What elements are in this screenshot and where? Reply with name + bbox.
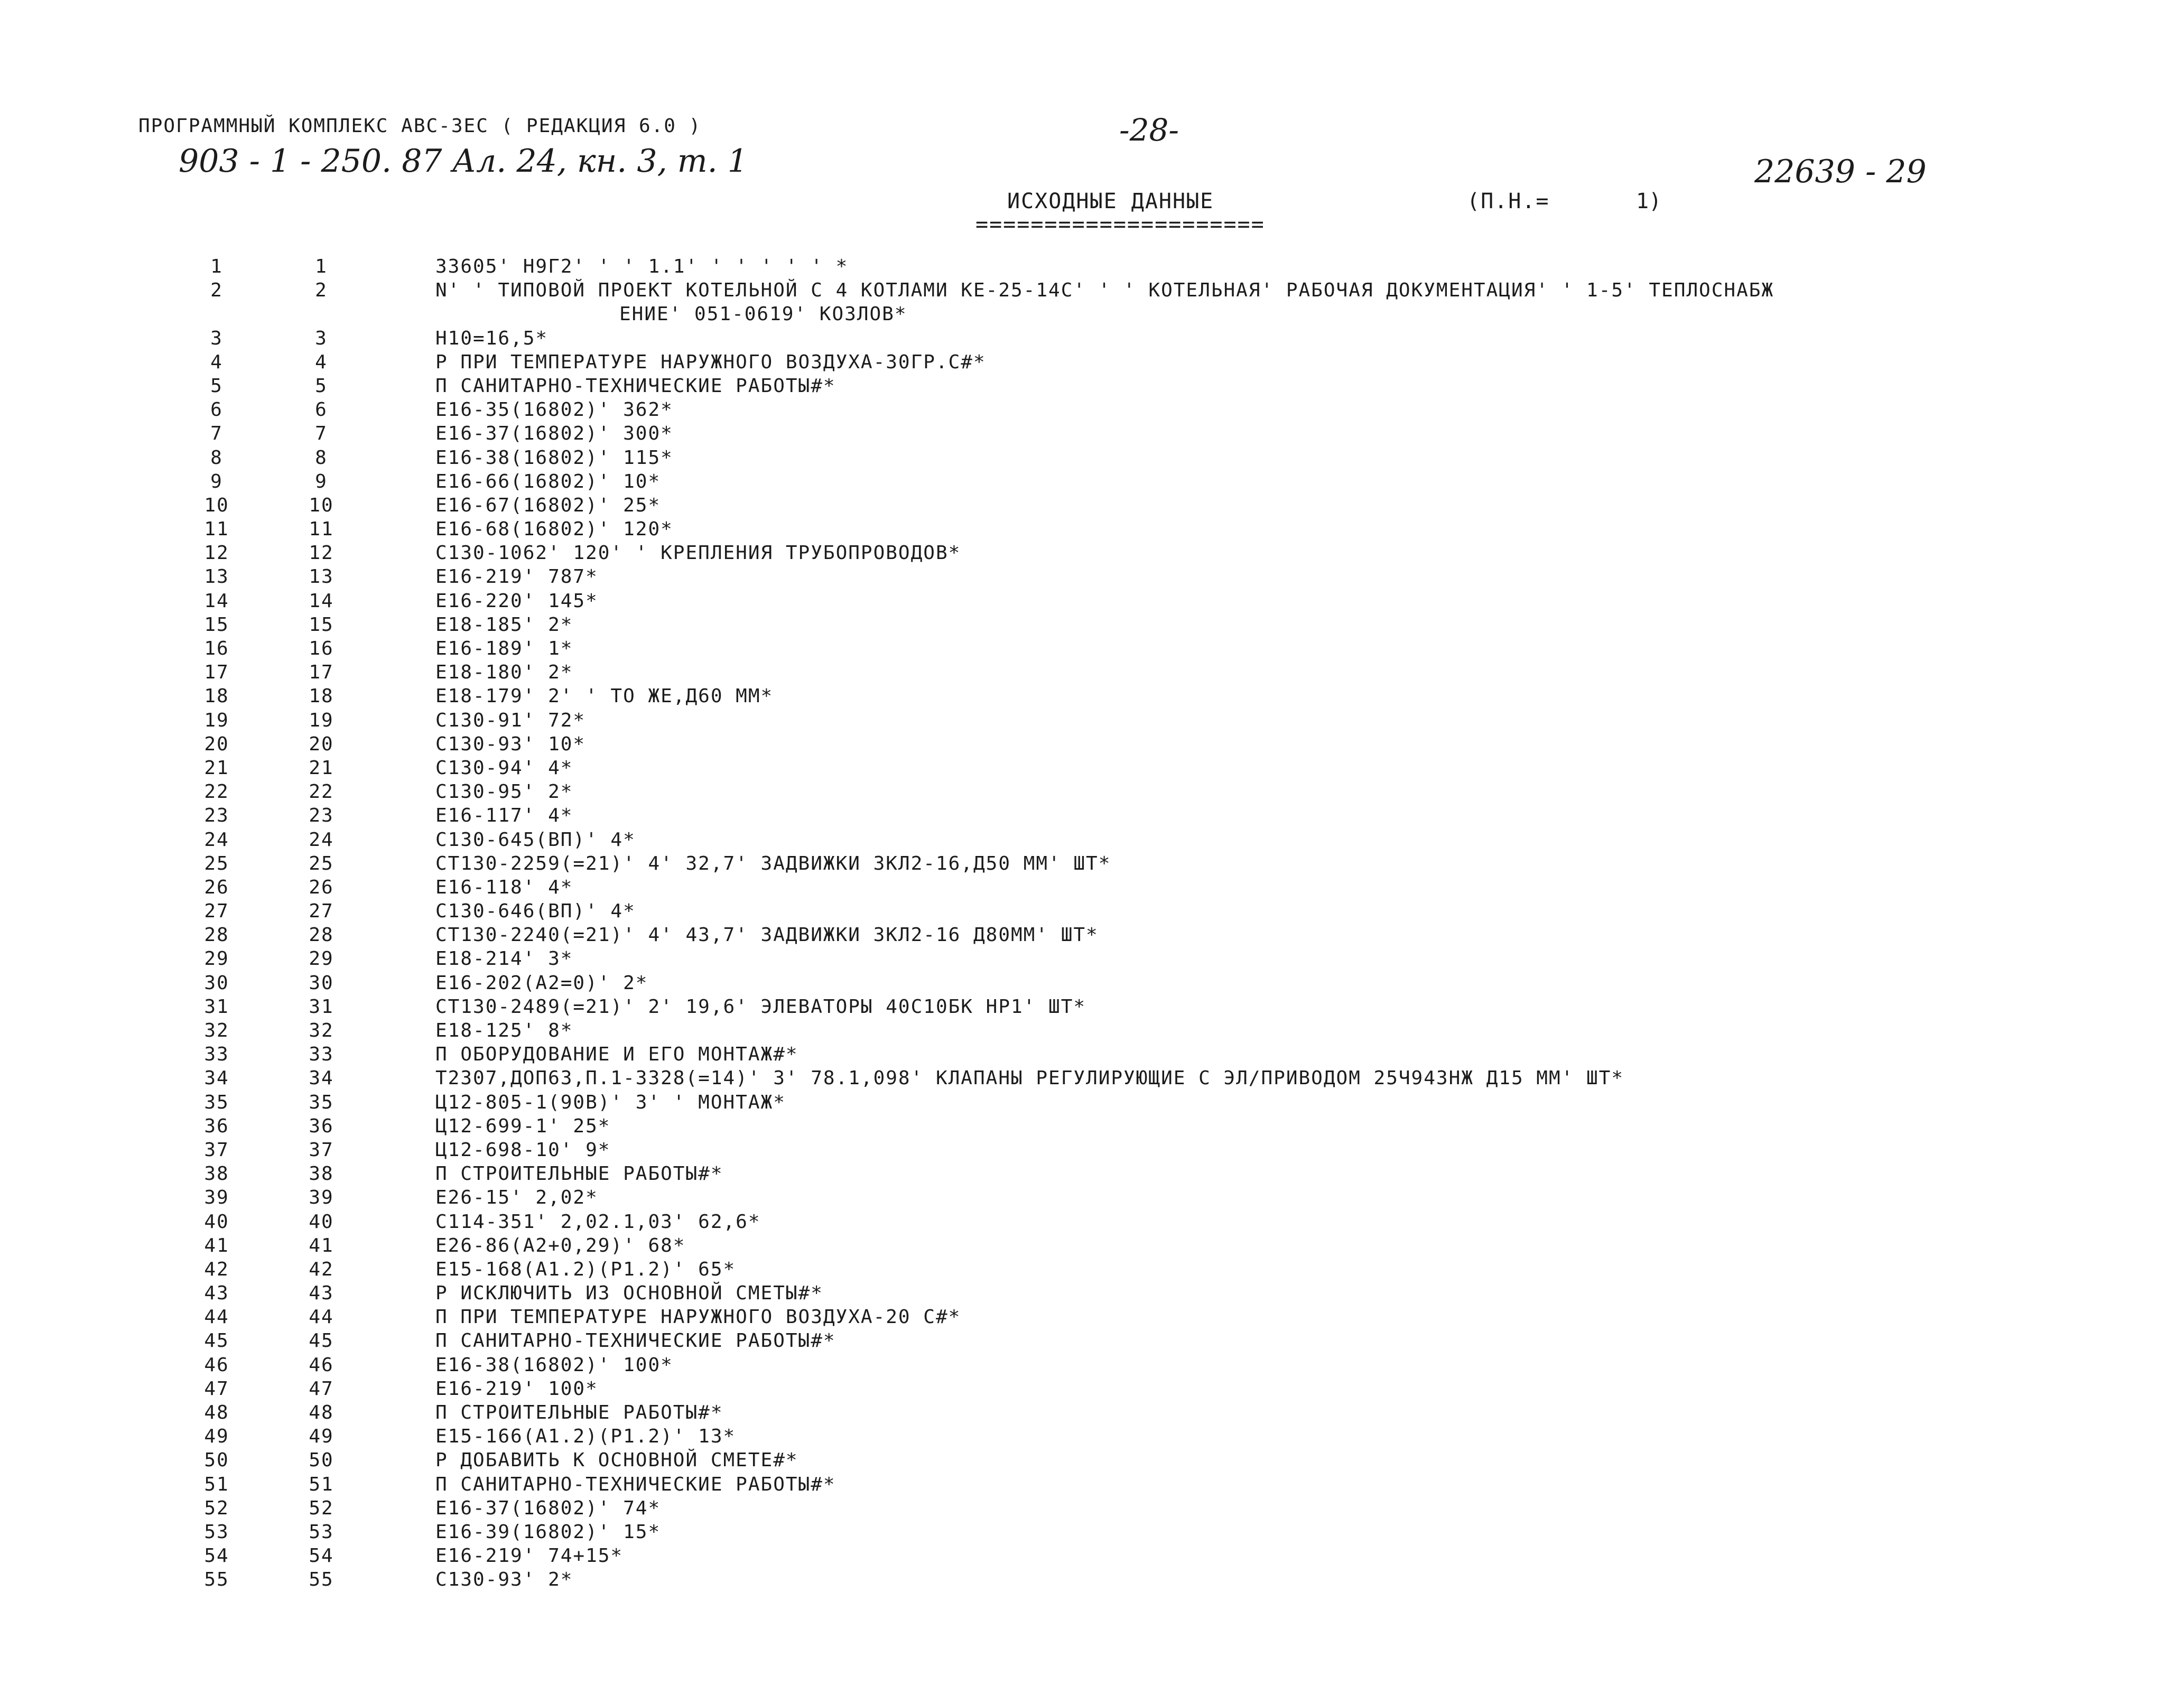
row-index: 44: [309, 1306, 334, 1328]
row-index: 45: [309, 1330, 334, 1352]
listing-row: [0, 732, 2184, 756]
row-text: П САНИТАРНО-ТЕХНИЧЕСКИЕ РАБОТЫ#*: [435, 375, 836, 397]
row-number: 14: [204, 590, 229, 612]
row-index: 53: [309, 1521, 334, 1543]
row-number: 8: [210, 446, 223, 469]
row-number: 31: [204, 995, 229, 1018]
row-index: 7: [315, 423, 328, 445]
row-text: Р ДОБАВИТЬ К ОСНОВНОЙ СМЕТЕ#*: [435, 1449, 798, 1472]
row-number: 43: [204, 1282, 229, 1305]
row-number: 22: [204, 781, 229, 803]
row-number: 55: [204, 1569, 229, 1591]
listing-row: [0, 1329, 2184, 1353]
row-number: 42: [204, 1258, 229, 1280]
row-index: 52: [309, 1497, 334, 1519]
listing-row: [0, 828, 2184, 852]
listing-row: [0, 1138, 2184, 1162]
row-index: 10: [309, 494, 334, 516]
row-text: С130-93' 2*: [435, 1569, 573, 1591]
listing-row: [0, 446, 2184, 470]
row-number: 53: [204, 1521, 229, 1543]
row-text: Е16-219' 74+15*: [435, 1545, 624, 1567]
row-index: 37: [309, 1139, 334, 1161]
row-index: 19: [309, 709, 334, 731]
row-text: Е16-67(16802)' 25*: [435, 494, 661, 516]
row-text: Е16-202(А2=0)' 2*: [435, 972, 648, 994]
row-number: 52: [204, 1497, 229, 1519]
listing-row: [0, 1281, 2184, 1305]
listing-row: [0, 876, 2184, 899]
row-text: Е18-185' 2*: [435, 613, 573, 636]
row-text: Н10=16,5*: [435, 327, 549, 349]
row-index: 34: [309, 1067, 334, 1090]
listing-row: [0, 1019, 2184, 1042]
row-index: 16: [309, 638, 334, 660]
row-number: 51: [204, 1473, 229, 1495]
row-text: Р ПРИ ТЕМПЕРАТУРЕ НАРУЖНОГО ВОЗДУХА-30ГР.С#*: [435, 351, 986, 373]
row-text: П СТРОИТЕЛЬНЫЕ РАБОТЫ#*: [435, 1402, 723, 1424]
listing-row: [0, 1091, 2184, 1114]
listing-row: [0, 971, 2184, 995]
row-number: 40: [204, 1211, 229, 1233]
row-number: 45: [204, 1330, 229, 1352]
row-number: 46: [204, 1354, 229, 1376]
row-index: 17: [309, 662, 334, 684]
row-index: 33: [309, 1044, 334, 1066]
row-text: Е26-86(А2+0,29)' 68*: [435, 1234, 686, 1256]
listing-row: [0, 422, 2184, 445]
row-text: Е16-220' 145*: [435, 590, 598, 612]
listing-row: [0, 565, 2184, 589]
row-number: 35: [204, 1091, 229, 1113]
row-number: 50: [204, 1449, 229, 1472]
listing-row: [0, 780, 2184, 804]
row-text: Е16-37(16802)' 74*: [435, 1497, 661, 1519]
row-text: Е16-118' 4*: [435, 876, 573, 898]
row-text: П ОБОРУДОВАНИЕ И ЕГО МОНТАЖ#*: [435, 1044, 798, 1066]
listing-row: [0, 374, 2184, 398]
row-number: 19: [204, 709, 229, 731]
listing-row: [0, 1496, 2184, 1520]
row-index: 28: [309, 924, 334, 946]
row-index: 38: [309, 1163, 334, 1185]
data-listing: [0, 255, 2184, 1592]
row-text-continued: ЕНИЕ' 051-0619' КОЗЛОВ*: [619, 303, 907, 325]
row-number: 25: [204, 852, 229, 874]
listing-row: [0, 1425, 2184, 1448]
row-index: 6: [315, 399, 328, 421]
row-index: 23: [309, 805, 334, 827]
row-number: 36: [204, 1115, 229, 1137]
row-index: 50: [309, 1449, 334, 1472]
row-text: П СТРОИТЕЛЬНЫЕ РАБОТЫ#*: [435, 1163, 723, 1185]
row-text: Е15-166(А1.2)(Р1.2)' 13*: [435, 1426, 736, 1448]
listing-row: [0, 995, 2184, 1019]
row-number: 54: [204, 1545, 229, 1567]
listing-row: [0, 494, 2184, 517]
row-index: 39: [309, 1187, 334, 1209]
listing-row: [0, 1377, 2184, 1401]
row-number: 27: [204, 900, 229, 923]
row-text: С130-1062' 120' ' КРЕПЛЕНИЯ ТРУБОПРОВОДОВ*: [435, 542, 961, 564]
listing-row: [0, 398, 2184, 422]
row-number: 29: [204, 948, 229, 970]
row-text: Е15-168(А1.2)(Р1.2)' 65*: [435, 1258, 736, 1280]
row-number: 47: [204, 1377, 229, 1400]
listing-row: [0, 1448, 2184, 1472]
listing-row: [0, 1473, 2184, 1496]
row-text: Ц12-699-1' 25*: [435, 1115, 611, 1137]
row-number: 10: [204, 494, 229, 516]
row-index: 36: [309, 1115, 334, 1137]
row-index: 42: [309, 1258, 334, 1280]
row-index: 51: [309, 1473, 334, 1495]
row-index: 29: [309, 948, 334, 970]
row-text: Ц12-805-1(90В)' 3' ' МОНТАЖ*: [435, 1091, 786, 1113]
listing-row: [0, 1162, 2184, 1186]
row-index: 21: [309, 757, 334, 779]
listing-row: [0, 923, 2184, 947]
listing-row: [0, 1234, 2184, 1258]
handwritten-reference: 903 - 1 - 250. 87 Ал. 24, кн. 3, т. 1: [179, 143, 748, 180]
row-index: 27: [309, 900, 334, 923]
row-number: 49: [204, 1426, 229, 1448]
listing-row: [0, 1401, 2184, 1425]
listing-row: [0, 709, 2184, 732]
listing-row: [0, 804, 2184, 827]
row-number: 38: [204, 1163, 229, 1185]
row-text: Е18-179' 2' ' ТО ЖЕ,Д60 ММ*: [435, 685, 774, 707]
row-index: 9: [315, 470, 328, 492]
row-text: N' ' ТИПОВОЙ ПРОЕКТ КОТЕЛЬНОЙ С 4 КОТЛАМИ КЕ-25-14С' ' ' КОТЕЛЬНАЯ' РАБОЧАЯ ДОКУМЕНТАЦИЯ' ' 1-5' ТЕПЛОСНАБЖ: [435, 280, 1774, 302]
listing-row: [0, 350, 2184, 374]
listing-row: [0, 1066, 2184, 1090]
row-number: 39: [204, 1187, 229, 1209]
row-text: Р ИСКЛЮЧИТЬ ИЗ ОСНОВНОЙ СМЕТЫ#*: [435, 1282, 823, 1305]
row-number: 16: [204, 638, 229, 660]
row-number: 1: [210, 256, 223, 277]
row-text: Е18-214' 3*: [435, 948, 573, 970]
listing-row: [0, 1353, 2184, 1377]
row-index: 31: [309, 995, 334, 1018]
page-number: -28-: [1119, 112, 1179, 148]
row-number: 21: [204, 757, 229, 779]
row-index: 4: [315, 351, 328, 373]
row-number: 4: [210, 351, 223, 373]
listing-row: [0, 541, 2184, 565]
listing-row: [0, 517, 2184, 541]
listing-row: [0, 684, 2184, 708]
row-number: 15: [204, 613, 229, 636]
listing-row: [0, 1568, 2184, 1591]
listing-row: [0, 613, 2184, 637]
page-title: ИСХОДНЫЕ ДАННЫЕ: [1007, 189, 1214, 213]
row-number: 12: [204, 542, 229, 564]
row-index: 24: [309, 828, 334, 851]
row-index: 32: [309, 1020, 334, 1042]
listing-row: [0, 255, 2184, 278]
row-text: Е16-219' 100*: [435, 1377, 598, 1400]
listing-row: [0, 1210, 2184, 1234]
row-text: СТ130-2489(=21)' 2' 19,6' ЭЛЕВАТОРЫ 40С10БК НР1' ШТ*: [435, 995, 1086, 1018]
row-index: 47: [309, 1377, 334, 1400]
row-number: 30: [204, 972, 229, 994]
row-index: 41: [309, 1234, 334, 1256]
row-text: Е18-125' 8*: [435, 1020, 573, 1042]
row-text: С130-91' 72*: [435, 709, 586, 731]
program-header: ПРОГРАММНЫЙ КОМПЛЕКС АВС-3ЕС ( РЕДАКЦИЯ 6.0 ): [138, 115, 702, 137]
listing-row: [0, 637, 2184, 660]
row-index: 20: [309, 733, 334, 755]
row-index: 18: [309, 685, 334, 707]
listing-row: [0, 327, 2184, 350]
row-index: 46: [309, 1354, 334, 1376]
row-text: Ц12-698-10' 9*: [435, 1139, 611, 1161]
row-text: Т2307,ДОП63,П.1-3328(=14)' 3' 78.1,098' КЛАПАНЫ РЕГУЛИРУЮЩИЕ С ЭЛ/ПРИВОДОМ 25Ч943НЖ Д15 ММ' ШТ*: [435, 1067, 1624, 1090]
row-index: 12: [309, 542, 334, 564]
row-number: 18: [204, 685, 229, 707]
row-index: 25: [309, 852, 334, 874]
row-text: П САНИТАРНО-ТЕХНИЧЕСКИЕ РАБОТЫ#*: [435, 1473, 836, 1495]
listing-row: [0, 852, 2184, 876]
row-number: 28: [204, 924, 229, 946]
row-number: 23: [204, 805, 229, 827]
listing-row: [0, 660, 2184, 684]
row-index: 8: [315, 446, 328, 469]
row-number: 6: [210, 399, 223, 421]
listing-row: [0, 756, 2184, 780]
row-number: 13: [204, 566, 229, 588]
row-text: Е16-38(16802)' 100*: [435, 1354, 673, 1376]
row-text: Е26-15' 2,02*: [435, 1187, 598, 1209]
row-index: 2: [315, 280, 328, 302]
row-number: 44: [204, 1306, 229, 1328]
row-text: Е16-38(16802)' 115*: [435, 446, 673, 469]
row-text: С130-645(ВП)' 4*: [435, 828, 636, 851]
row-text: СТ130-2240(=21)' 4' 43,7' ЗАДВИЖКИ ЗКЛ2-16 Д80ММ' ШТ*: [435, 924, 1099, 946]
pn-label: (П.Н.=: [1467, 189, 1550, 213]
row-text: Е16-189' 1*: [435, 638, 573, 660]
row-text: Е16-117' 4*: [435, 805, 573, 827]
listing-row: [0, 278, 2184, 326]
row-text: С130-93' 10*: [435, 733, 586, 755]
listing-row: [0, 1114, 2184, 1138]
row-index: 3: [315, 327, 328, 349]
row-index: 5: [315, 375, 328, 397]
row-index: 11: [309, 518, 334, 541]
row-index: 30: [309, 972, 334, 994]
row-number: 32: [204, 1020, 229, 1042]
row-index: 35: [309, 1091, 334, 1113]
row-number: 11: [204, 518, 229, 541]
row-number: 3: [210, 327, 223, 349]
handwritten-code: 22639 - 29: [1754, 153, 1927, 190]
row-index: 55: [309, 1569, 334, 1591]
row-text: Е18-180' 2*: [435, 662, 573, 684]
listing-row: [0, 1186, 2184, 1209]
row-text: П ПРИ ТЕМПЕРАТУРЕ НАРУЖНОГО ВОЗДУХА-20 С#*: [435, 1306, 961, 1328]
row-text: П САНИТАРНО-ТЕХНИЧЕСКИЕ РАБОТЫ#*: [435, 1330, 836, 1352]
listing-row: [0, 470, 2184, 494]
row-number: 7: [210, 423, 223, 445]
row-text: Е16-68(16802)' 120*: [435, 518, 673, 541]
row-index: 15: [309, 613, 334, 636]
row-text: Е16-66(16802)' 10*: [435, 470, 661, 492]
row-text: С114-351' 2,02.1,03' 62,6*: [435, 1211, 761, 1233]
row-text: С130-94' 4*: [435, 757, 573, 779]
row-number: 33: [204, 1044, 229, 1066]
row-text: Е16-219' 787*: [435, 566, 598, 588]
row-number: 2: [210, 280, 223, 302]
listing-row: [0, 1258, 2184, 1281]
row-index: 49: [309, 1426, 334, 1448]
row-number: 17: [204, 662, 229, 684]
row-number: 5: [210, 375, 223, 397]
row-number: 48: [204, 1402, 229, 1424]
row-index: 1: [315, 256, 328, 277]
row-index: 54: [309, 1545, 334, 1567]
listing-row: [0, 899, 2184, 923]
row-text: Е16-39(16802)' 15*: [435, 1521, 661, 1543]
row-index: 48: [309, 1402, 334, 1424]
listing-row: [0, 1520, 2184, 1544]
listing-row: [0, 589, 2184, 613]
row-number: 9: [210, 470, 223, 492]
row-text: Е16-35(16802)' 362*: [435, 399, 673, 421]
listing-row: [0, 947, 2184, 971]
listing-row: [0, 1305, 2184, 1329]
row-text: Е16-37(16802)' 300*: [435, 423, 673, 445]
row-number: 24: [204, 828, 229, 851]
row-number: 20: [204, 733, 229, 755]
row-index: 43: [309, 1282, 334, 1305]
row-number: 26: [204, 876, 229, 898]
row-text: С130-95' 2*: [435, 781, 573, 803]
pn-value: 1): [1636, 189, 1662, 213]
row-index: 26: [309, 876, 334, 898]
listing-row: [0, 1544, 2184, 1568]
row-index: 40: [309, 1211, 334, 1233]
row-number: 41: [204, 1234, 229, 1256]
title-underline: =====================: [975, 212, 1265, 237]
row-text: СТ130-2259(=21)' 4' 32,7' ЗАДВИЖКИ ЗКЛ2-16,Д50 ММ' ШТ*: [435, 852, 1111, 874]
row-text: 33605' Н9Г2' ' ' 1.1' ' ' ' ' ' *: [435, 256, 849, 277]
row-index: 22: [309, 781, 334, 803]
row-index: 13: [309, 566, 334, 588]
row-index: 14: [309, 590, 334, 612]
row-number: 37: [204, 1139, 229, 1161]
row-text: С130-646(ВП)' 4*: [435, 900, 636, 923]
row-number: 34: [204, 1067, 229, 1090]
listing-row: [0, 1042, 2184, 1066]
